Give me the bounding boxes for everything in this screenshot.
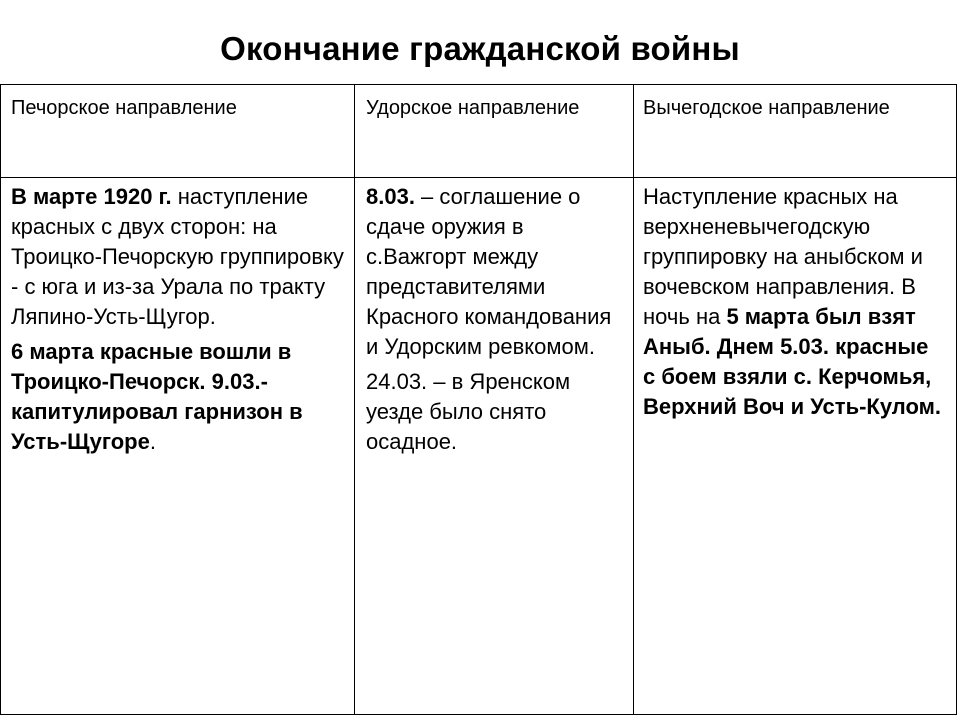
column-divider	[354, 85, 355, 714]
pechora-paragraph-1	[11, 182, 349, 332]
pechora-paragraph-2	[11, 337, 349, 457]
page-title: Окончание гражданской войны	[220, 30, 740, 67]
header-pechora: Печорское направление	[11, 97, 237, 119]
pechora-period: .	[149, 429, 156, 454]
udora-date: 8.03.	[366, 184, 415, 209]
header-divider	[1, 177, 956, 178]
pechora-text: наступление красных с двух сторон: на Троицко-Печорскую группировку - с юга и из-за Урала по тракту Ляпино-Усть-Щугор.	[11, 184, 344, 329]
cell-pechora	[11, 182, 349, 457]
header-vychegda: Вычегодское направление	[643, 97, 890, 119]
cell-vychegda	[643, 182, 943, 422]
column-divider	[633, 85, 634, 714]
vychegda-events: 5 марта был взят Аныб. Днем 5.03. красные с боем взяли с. Керчомья, Верхний Воч и Усть-Кулом.	[643, 304, 942, 419]
vychegda-text: Наступление красных на верхненевычегодскую группировку на аныбском и вочевском направления. В ночь на	[643, 184, 923, 329]
pechora-events: 6 марта красные вошли в Троицко-Печорск. 9.03.- капитулировал гарнизон в Усть-Щугоре	[11, 339, 303, 454]
vychegda-paragraph-1	[643, 182, 943, 422]
cell-udora	[366, 182, 628, 457]
udora-paragraph-2: 24.03. – в Яренском уезде было снято осадное.	[366, 369, 571, 454]
udora-paragraph-1	[366, 182, 628, 362]
pechora-date: В марте 1920 г.	[11, 184, 172, 209]
header-udora: Удорское направление	[366, 97, 580, 119]
udora-text: – соглашение о сдаче оружия в с.Важгорт между представителями Красного командования и Удорским ревкомом.	[366, 184, 612, 359]
events-table	[0, 84, 957, 715]
